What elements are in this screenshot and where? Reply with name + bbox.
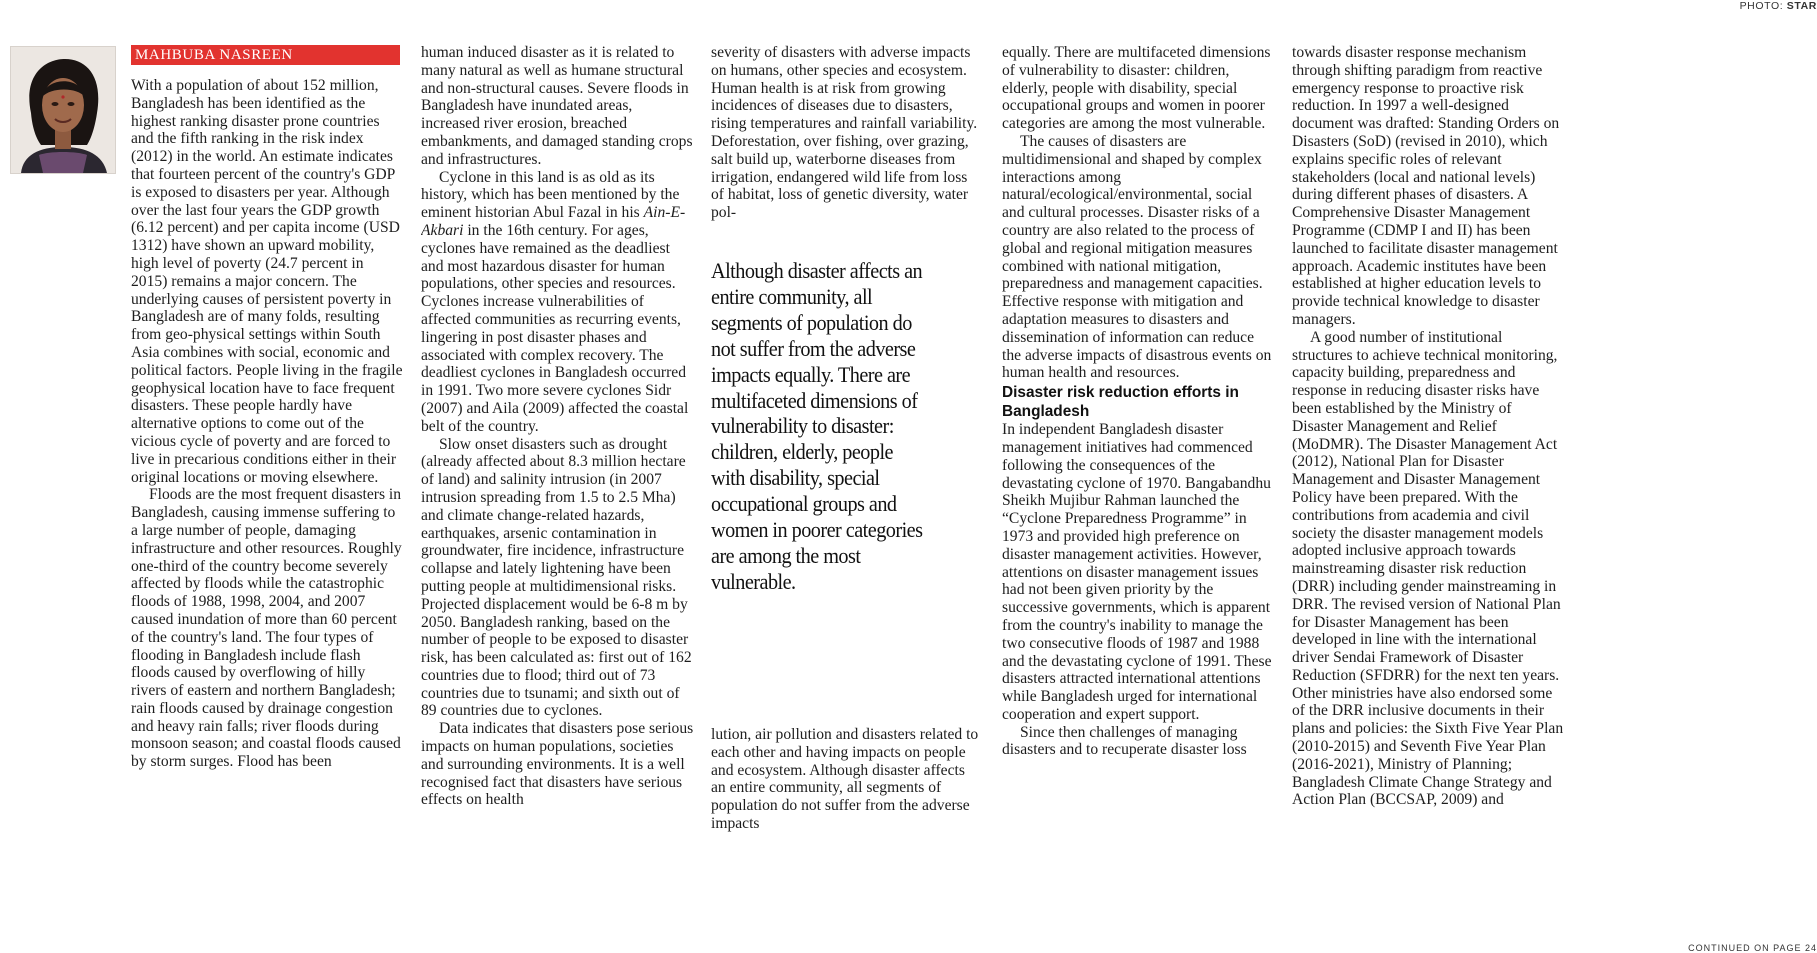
paragraph: The causes of disasters are multidimensional and shaped by complex interactions among natural/ecological/environmental, social and cultural processes. Disaster risks of a country are also related to the process of global and regional mitigation measures combined with national mitigation, preparedness and management capacities. Effective response with mitigation and adaptation measures to disasters and dissemination of information can reduce the adverse impacts of disastrous events on human health and resources. [1002,132,1272,382]
author-portrait [10,46,116,174]
author-byline: MAHBUBA NASREEN [131,45,400,65]
article-column-5 [1292,44,1566,951]
article-column-3-bottom [711,726,983,951]
paragraph: equally. There are multifaceted dimensions of vulnerability to disaster: children, elderly, people with disability, special occupational groups and women in poorer categories are among the most vulnerable. [1002,44,1271,133]
paragraph: In independent Bangladesh disaster management initiatives had commenced following the consequences of the devastating cyclone of 1970. Bangabandhu Sheikh Mujibur Rahman launched the “Cyclone Preparedness Programme” in 1973 and provided high preference on disaster management activities. However, attentions on disaster management issues had not been given priority by the successive governments, which is apparent from the country's inability to manage the two consecutive floods of 1987 and 1988 and the devastating cyclone of 1991. These disasters attracted international attentions while Bangladesh urged for international cooperation and expert support. [1002,421,1272,723]
continued-notice: CONTINUED ON PAGE 24 [1688,943,1817,953]
paragraph-text: Cyclone in this land is as old as its history, which has been mentioned by the eminent historian Abul Fazal in his [421,168,680,222]
paragraph: human induced disaster as it is related to many natural as well as humane structural and non-structural causes. Severe floods in Bangladesh have inundated areas, increased river erosion, breached embankments, and damaged standing crops and infrastructures. [421,44,693,168]
photo-credit-source: STAR [1786,0,1817,12]
article-column-2 [421,44,695,951]
article-column-3-top [711,44,983,239]
photo-credit-label: PHOTO: [1739,0,1784,12]
paragraph: Slow onset disasters such as drought (already affected about 8.3 million hectare of land) and salinity intrusion (in 2007 intrusion spreading from 1.5 to 2.5 Mha) and climate change-related hazards, earthquakes, arsenic contamination in groundwater, fire incidence, infrastructure collapse and lately lightening have been putting people at multidimensional risks. Projected displacement would be 6-8 m by 2050. Bangladesh ranking, based on the number of people to be exposed to disaster risk, has been calculated as: first out of 162 countries due to flood; third out of 73 countries due to tsunami; and sixth out of 89 countries due to cyclones. [421,435,692,720]
paragraph: Data indicates that disasters pose serious impacts on human populations, societies and surrounding environments. It is a well recognised fact that disasters have serious effects on health [421,720,694,809]
paragraph: Floods are the most frequent disasters in Bangladesh, causing immense suffering to a large number of people, damaging infrastructure and other resources. Roughly one-third of the country become severely affected by floods while the catastrophic floods of 1988, 1998, 2004, and 2007 caused inundation of more than 60 percent of the country's land. The four types of flooding in Bangladesh include flash floods caused by overflowing of hilly rivers of eastern and northern Bangladesh; rain floods caused by drainage congestion and heavy rain falls; river floods during monsoon season; and coastal floods caused by storm surges. Flood has been [131,486,402,771]
article-column-1 [131,77,403,951]
paragraph [421,169,695,436]
section-subheading: Disaster risk reduction efforts in Bangladesh [1002,384,1239,421]
paragraph: A good number of institutional structures to achieve technical monitoring, capacity building, preparedness and response in reducing disaster risks have been established by the Ministry of Disaster Management and Relief (MoDMR). The Disaster Management Act (2012), National Plan for Disaster Management and Disaster Management Policy have been prepared. With the contributions from academia and civil society the disaster management models adopted inclusive approach towards mainstreaming disaster risk reduction (DRR) including gender mainstreaming in DRR. The revised version of National Plan for Disaster Management has been developed in line with the international driver Sendai Framework of Disaster Reduction (SFDRR) for the next ten years. Other ministries have also endorsed some of the DRR inclusive documents in their plans and policies: the Sixth Five Year Plan (2010-2015) and Seventh Five Year Plan (2016-2021), Ministry of Planning; Bangladesh Climate Change Strategy and Action Plan (BCCSAP, 2009) and [1292,328,1564,809]
paragraph: lution, air pollution and disasters related to each other and having impacts on people and ecosystem. Although disaster affects an entire community, all segments of population do not suffer from the adverse impacts [711,726,979,832]
paragraph: With a population of about 152 million, Bangladesh has been identified as the highest ranking disaster prone countries and the fifth ranking in the risk index (2012) in the world. An estimate indicates that fourteen percent of the country's GDP is exposed to disasters per year. Although over the last four years the GDP growth (6.12 percent) and per capita income (USD 1312) have shown an upward mobility, high level of poverty (24.7 percent in 2015) remains a major concern. The underlying causes of persistent poverty in Bangladesh are of many folds, resulting from geo-physical settings within South Asia combines with social, economic and political factors. People living in the fragile geophysical location have to face frequent disasters. These people hardly have alternative options to come out of the vicious cycle of poverty and are forced to live in precarious conditions either in their original locations or moving elsewhere. [131,77,403,486]
article-column-4 [1002,44,1274,951]
paragraph: severity of disasters with adverse impacts on humans, other species and ecosystem. Human health is at risk from growing incidences of diseases due to disasters, rising temperatures and rainfall variability. Deforestation, over fishing, over grazing, salt build up, waterborne diseases from irrigation, endangered wild life from loss of habitat, loss of genetic diversity, water pol- [711,44,978,222]
paragraph: towards disaster response mechanism through shifting paradigm from reactive emergency response to proactive risk reduction. In 1997 a well-designed document was drafted: Standing Orders on Disasters (SoD) (revised in 2010), which explains specific roles of relevant stakeholders (local and national levels) during different phases of disasters. A Comprehensive Disaster Management Programme (CDMP I and II) has been launched to facilitate disaster management approach. Academic institutes have been established at higher education levels to provide technical knowledge to disaster managers. [1292,44,1560,328]
pull-quote: Although disaster affects an entire community, all segments of population do not suffer from the adverse impacts equally. There are multifaceted dimensions of vulnerability to disaster: children, elderly, people with disability, special occupational groups and women in poorer categories are among the most vulnerable. [711,258,923,594]
author-portrait-illustration [11,47,115,173]
book-title: Ain-E-Akbari [421,204,686,239]
photo-credit [1736,0,1817,12]
paragraph: Since then challenges of managing disasters and to recuperate disaster loss [1002,723,1247,759]
paragraph-text: in the 16th century. For ages, cyclones have remained as the deadliest and most hazardous disaster for human populations, other species and resources. Cyclones increase vulnerabilities of affected communities as recurring events, lingering in post disaster phases and associated with complex recovery. The deadliest cyclones in Bangladesh occurred in 1991. Two more severe cyclones Sidr (2007) and Aila (2009) affected the coastal belt of the country. [421,221,689,435]
